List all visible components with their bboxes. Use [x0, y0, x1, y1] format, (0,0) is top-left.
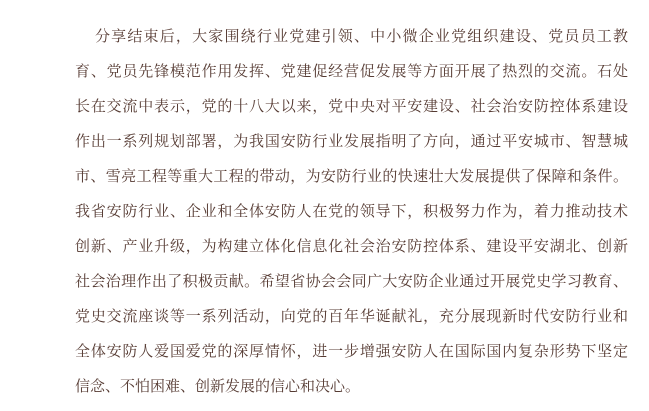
paragraph-line: 党史交流座谈等一系列活动，向党的百年华诞献礼，充分展现新时代安防行业和	[75, 307, 628, 325]
paragraph-line: 全体安防人爱国爱党的深厚情怀，进一步增强安防人在国际国内复杂形势下坚定	[75, 342, 628, 360]
paragraph-line: 我省安防行业、企业和全体安防人在党的领导下，积极努力作为，着力推动技术	[75, 202, 628, 220]
paragraph-line: 育、党员先锋模范作用发挥、党建促经营促发展等方面开展了热烈的交流。石处	[75, 62, 628, 80]
paragraph-line: 社会治理作出了积极贡献。希望省协会会同广大安防企业通过开展党史学习教育、	[75, 272, 628, 290]
paragraph-line: 长在交流中表示，党的十八大以来，党中央对平安建设、社会治安防控体系建设	[75, 97, 628, 115]
article-paragraph	[75, 19, 628, 404]
paragraph-line: 市、雪亮工程等重大工程的带动，为安防行业的快速壮大发展提供了保障和条件。	[75, 167, 628, 185]
paragraph-line: 分享结束后，大家围绕行业党建引领、中小微企业党组织建设、党员员工教	[95, 27, 628, 45]
paragraph-line: 信念、不怕困难、创新发展的信心和决心。	[75, 377, 361, 395]
paragraph-line: 作出一系列规划部署，为我国安防行业发展指明了方向，通过平安城市、智慧城	[75, 132, 628, 150]
paragraph-line: 创新、产业升级，为构建立体化信息化社会治安防控体系、建设平安湖北、创新	[75, 237, 628, 255]
